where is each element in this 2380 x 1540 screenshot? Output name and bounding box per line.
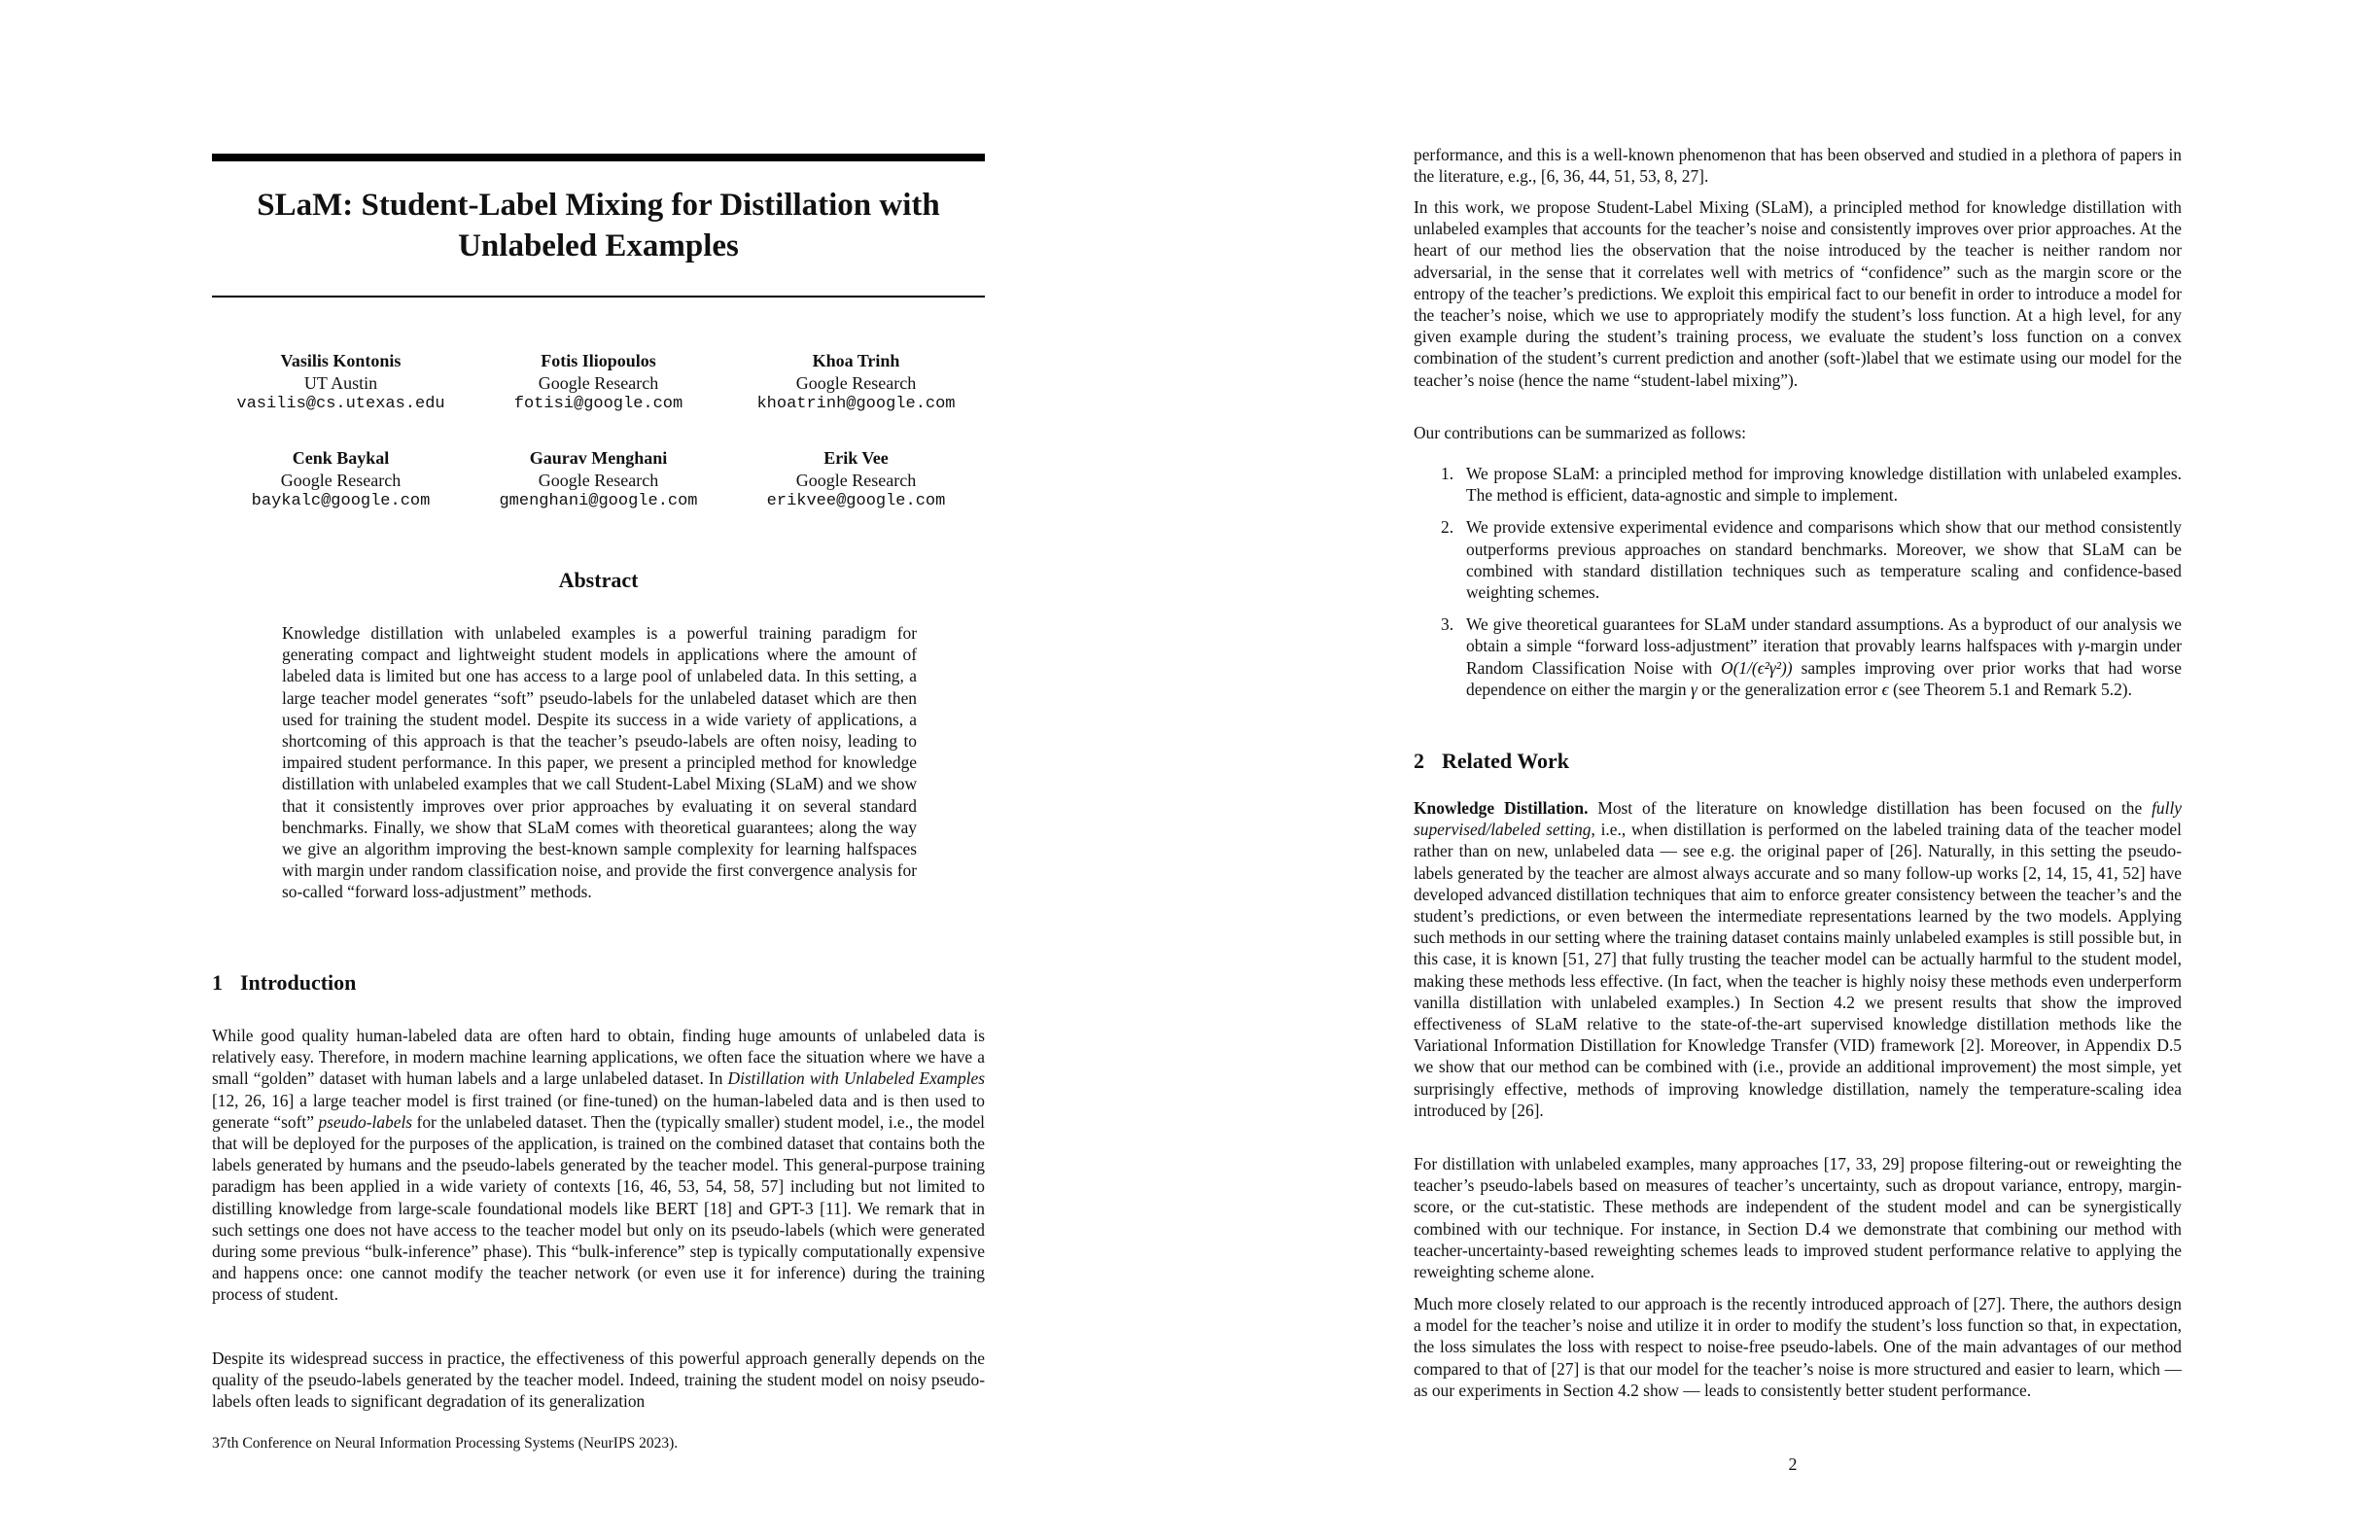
list-item-text: We provide extensive experimental evidence and comparisons which show that our method consistently outperforms previous approaches on standard benchmarks. Moreover, we show that SLaM can be combined with standard distillation techniques such as temperature scaling and confidence-based weighting schemes. — [1466, 517, 2182, 603]
author-block — [470, 447, 727, 513]
intro-paragraph-2: Despite its widespread success in practice, the effectiveness of this powerful approach generally depends on the quality of the pseudo-labels generated by the teacher model. Indeed, training the student model on noisy pseudo-labels often leads to significant degradation of its generalization — [212, 1348, 985, 1412]
author-block — [727, 447, 985, 513]
author-email[interactable]: fotisi@google.com — [513, 395, 683, 413]
text-run: (see Theorem 5.1 and Remark 5.2). — [1888, 679, 2132, 699]
list-item-text: We propose SLaM: a principled method for improving knowledge distillation with unlabeled examples. The method is efficient, data-agnostic and simple to implement. — [1466, 464, 2182, 506]
text-run: [12, 26, 16] a large teacher model is first trained (or fine-tuned) on the human-labeled data and is then used to generate “soft” — [212, 1090, 985, 1132]
author-affiliation: UT Austin — [303, 372, 378, 393]
text-run: While good quality human-labeled data are often hard to obtain, finding huge amounts of unlabeled data is relatively easy. Therefore, in modern machine learning applications, we often face the situation where we have a small “golden” dataset with human labels and a large unlabeled dataset. In — [212, 1026, 985, 1089]
abstract-text: Knowledge distillation with unlabeled examples is a powerful training paradigm for generating compact and lightweight student models in applications where the amount of labeled data is limited but one has access to a large pool of unlabeled data. In this setting, a large teacher model generates “soft” pseudo-labels for the unlabeled dataset which are then used for training the student model. Despite its success in a wide variety of applications, a shortcoming of this approach is that the teacher’s pseudo-labels are often noisy, leading to impaired student performance. In this paper, we present a principled method for knowledge distillation with unlabeled examples that we call Student-Label Mixing (SLaM) and we show that it consistently improves over prior approaches by evaluating it on several standard benchmarks. Finally, we show that SLaM comes with theoretical guarantees; along the way we give an algorithm improving the best-known sample complexity for learning halfspaces with margin under random classification noise, and provide the first convergence analysis for so-called “forward loss-adjustment” methods. — [282, 623, 917, 902]
contributions-intro: Our contributions can be summarized as follows: — [1414, 423, 1746, 442]
math-complexity: O(1/(ϵ²γ²)) — [1721, 657, 1793, 678]
proposal-paragraph: In this work, we propose Student-Label Mixing (SLaM), a principled method for knowledge distillation with unlabeled examples that accounts for the teacher’s noise and consistently improves over prior approaches. At the heart of our method lies the observation that the noise introduced by the teacher is neither random nor adversarial, in the sense that it correlates well with metrics of “confidence” such as the margin score or the entropy of the teacher’s predictions. We exploit this empirical fact to our benefit in order to introduce a model for the teacher’s noise, which we use to appropriately modify the student’s loss function. At a high level, for any given example during the student’s training process, we evaluate the student’s loss function on a convex combination of the student’s current prediction and another (soft-)label that we estimate using our model for the teacher’s noise (hence the name “student-label mixing”). — [1414, 197, 2182, 390]
related-work-paragraph-2: For distillation with unlabeled examples, many approaches [17, 33, 29] propose filtering-out or reweighting the teacher’s pseudo-labels based on measures of teacher’s uncertainty, such as dropout variance, entropy, margin-score, or the cut-statistic. These methods are independent of the student model and can be synergistically combined with our technique. For instance, in Section D.4 we demonstrate that combining our method with teacher-uncertainty-based reweighting schemes leads to improved student performance relative to applying the reweighting scheme alone. — [1414, 1154, 2182, 1282]
contributions-list — [1414, 463, 2182, 711]
author-name: Fotis Iliopoulos — [541, 351, 656, 370]
italic-run: Distillation with Unlabeled Examples — [727, 1068, 986, 1089]
author-affiliation: Google Research — [795, 372, 917, 393]
author-affiliation: Google Research — [280, 470, 402, 490]
text-run: We give theoretical guarantees for SLaM under standard assumptions. As a byproduct of our analysis we obtain a simple “forward loss-adjustment” iteration that provably learns halfspaces with — [1466, 614, 2182, 656]
bold-run: Knowledge Distillation. — [1414, 798, 1589, 818]
author-email[interactable]: khoatrinh@google.com — [756, 395, 956, 413]
title-line-2: Unlabeled Examples — [458, 228, 739, 263]
author-block — [212, 447, 470, 513]
title-top-rule — [212, 154, 985, 161]
list-item — [1414, 613, 2182, 700]
author-name: Cenk Baykal — [292, 448, 390, 468]
math-epsilon: ϵ — [1881, 679, 1889, 699]
author-name: Erik Vee — [823, 448, 889, 468]
continuation-paragraph: performance, and this is a well-known phenomenon that has been observed and studied in a plethora of papers in the literature, e.g., [6, 36, 44, 51, 53, 8, 27]. — [1414, 145, 2182, 187]
conference-footer: 37th Conference on Neural Information Processing Systems (NeurIPS 2023). — [212, 1435, 679, 1452]
section-title: Related Work — [1442, 749, 1569, 773]
author-name: Khoa Trinh — [812, 351, 900, 370]
author-row-2 — [212, 447, 985, 513]
list-marker: 1. — [1441, 464, 1454, 483]
author-email[interactable]: gmenghani@google.com — [499, 492, 698, 510]
list-marker: 2. — [1441, 517, 1454, 538]
math-gamma: γ — [2078, 636, 2085, 656]
list-item — [1414, 516, 2182, 603]
author-block — [470, 350, 727, 416]
author-email[interactable]: baykalc@google.com — [251, 492, 431, 510]
list-marker: 3. — [1441, 614, 1454, 635]
italic-run: pseudo-labels — [318, 1111, 413, 1132]
abstract-heading: Abstract — [558, 568, 639, 592]
italic-run: fully supervised/labeled setting — [1414, 798, 2183, 840]
section-number: 1 — [212, 970, 223, 995]
author-affiliation: Google Research — [538, 372, 659, 393]
text-run: or the generalization error — [1697, 679, 1882, 699]
math-gamma: γ — [1690, 679, 1698, 699]
related-work-paragraph-1 — [1414, 797, 2182, 1121]
section-title: Introduction — [240, 970, 357, 995]
page-number: 2 — [1788, 1454, 1798, 1474]
author-name: Gaurav Menghani — [529, 448, 668, 468]
author-affiliation: Google Research — [795, 470, 917, 490]
list-item — [1414, 463, 2182, 506]
text-run: for the unlabeled dataset. Then the (typically smaller) student model, i.e., the model that will be deployed for the purposes of the application, is trained on the combined dataset that contains both the labels generated by humans and the pseudo-labels generated by the teacher model. This general-purpose training paradigm has been applied in a wide variety of contexts [16, 46, 53, 54, 58, 57] including but not limited to distilling knowledge from large-scale foundational models like BERT [18] and GPT-3 [11]. We remark that in such settings one does not have access to the teacher model but only on its pseudo-labels (which were generated during some previous “bulk-inference” phase). This “bulk-inference” step is typically computationally expensive and happens once: one cannot modify the teacher network (or even use it for inference) during the training process of student. — [212, 1111, 986, 1305]
text-run: , i.e., when distillation is performed on the labeled training data of the teacher model rather than on new, unlabeled data — see e.g. the original paper of [26]. Naturally, in this setting the pseudo-labels generated by the teacher are almost always accurate and so many follow-up works [2, 14, 15, 41, 52] have developed advanced distillation techniques that aim to enforce greater consistency between the teacher’s and the student’s predictions, or even between the intermediate representations learned by the two models. Applying such methods in our setting where the training dataset contains mainly unlabeled examples is still possible but, in this case, it is known [51, 27] that fully trusting the teacher model can be actually harmful to the student model, making these methods less effective. (In fact, when the teacher is highly noisy these methods even underperform vanilla distillation with unlabeled examples.) In Section 4.2 we present results that show the improved effectiveness of SLaM relative to the state-of-the-art supervised knowledge distillation methods like the Variational Information Distillation for Knowledge Transfer (VID) framework [2]. Moreover, in Appendix D.5 we show that our method can be combined with (i.e., provide an additional improvement) the most simple, yet surprisingly effective, methods of improving knowledge distillation, namely the temperature-scaling idea introduced by [26]. — [1414, 820, 2182, 1120]
section-heading-introduction — [212, 970, 356, 996]
related-work-paragraph-3: Much more closely related to our approach is the recently introduced approach of [27]. There, the authors design a model for the teacher’s noise and utilize it in order to modify the student’s loss function so that, in expectation, the loss simulates the loss with respect to noise-free pseudo-labels. One of the main advantages of our method compared to that of [27] is that our model for the teacher’s noise is more structured and easier to learn, which — as our experiments in Section 4.2 show — leads to consistently better student performance. — [1414, 1294, 2182, 1400]
author-block — [212, 350, 470, 416]
author-row-1 — [212, 350, 985, 416]
author-email[interactable]: erikvee@google.com — [766, 492, 946, 510]
author-email[interactable]: vasilis@cs.utexas.edu — [236, 395, 445, 413]
text-run: samples improving over prior works that had worse dependence on either the margin — [1466, 657, 2182, 699]
author-affiliation: Google Research — [538, 470, 659, 490]
text-run: -margin under Random Classification Noise with — [1466, 636, 2182, 678]
title-line-1: SLaM: Student-Label Mixing for Distillation with — [257, 188, 940, 223]
intro-paragraph-1 — [212, 1025, 985, 1306]
author-name: Vasilis Kontonis — [280, 351, 402, 370]
section-number: 2 — [1414, 749, 1424, 773]
text-run: Most of the literature on knowledge distillation has been focused on the — [1588, 798, 2152, 818]
author-block — [727, 350, 985, 416]
paper-title — [212, 185, 985, 266]
section-heading-related-work — [1414, 749, 1569, 774]
title-bottom-rule — [212, 296, 985, 298]
